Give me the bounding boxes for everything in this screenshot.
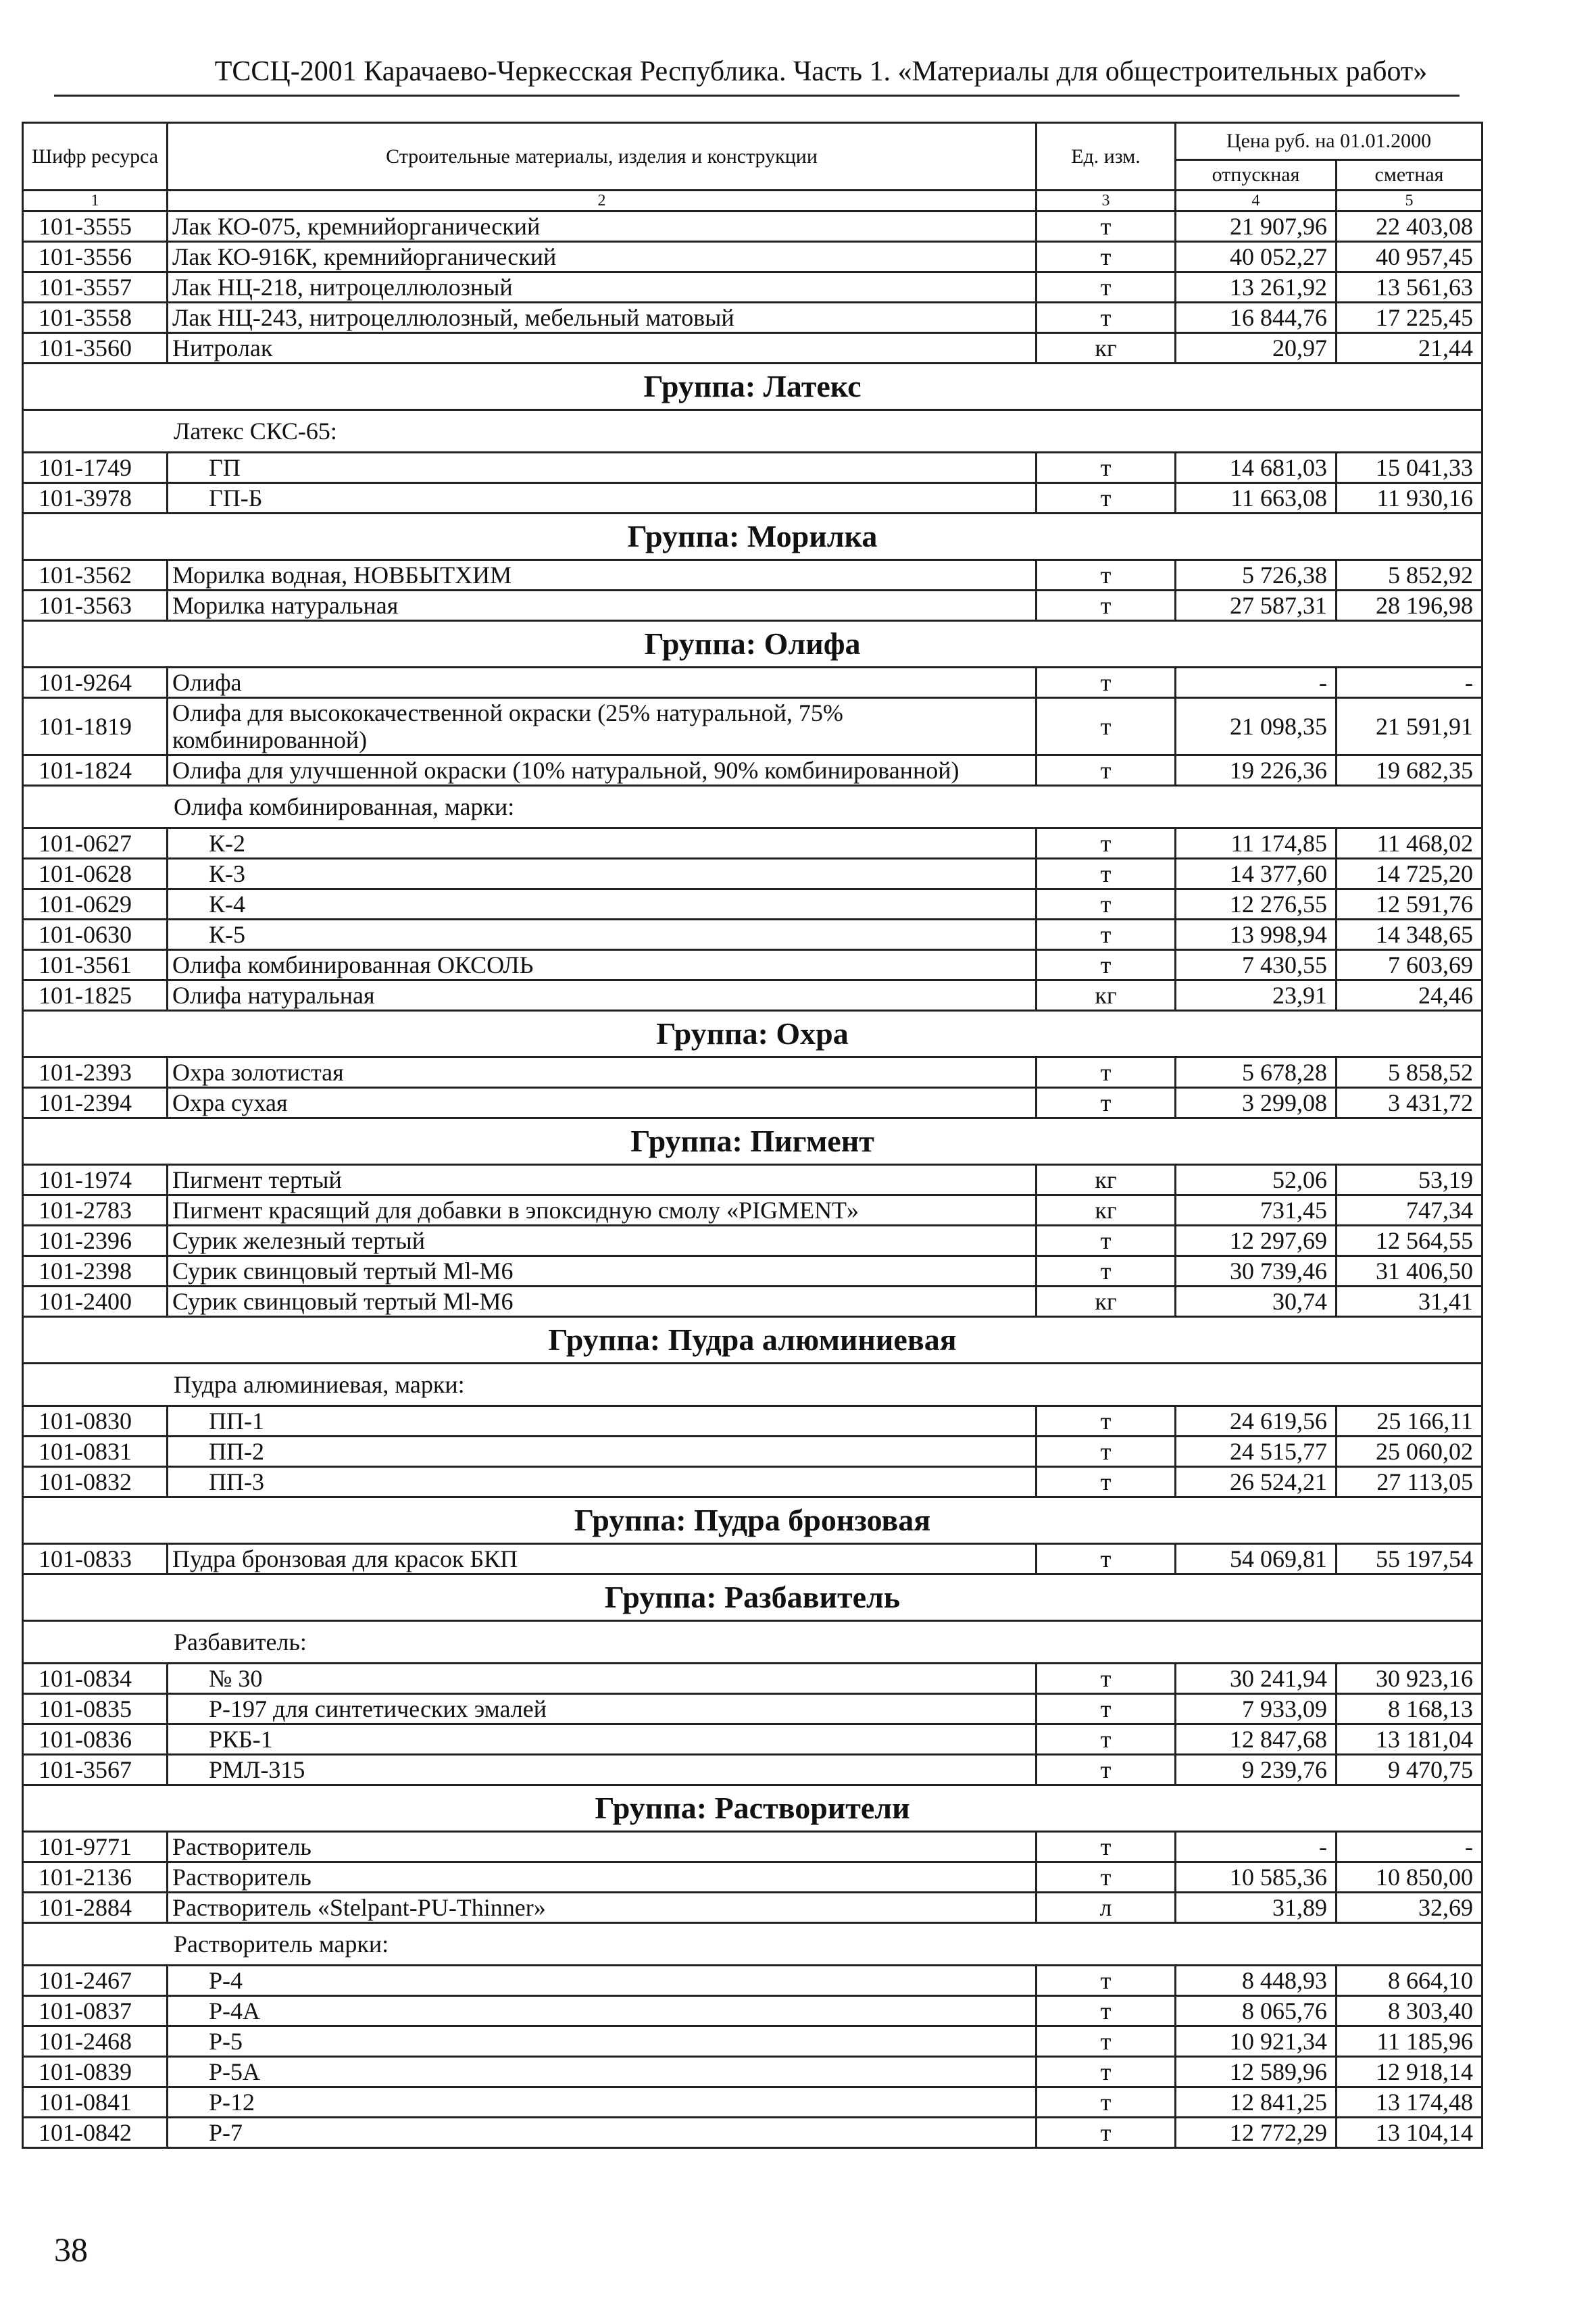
material-name: ПП-2 xyxy=(168,1437,1037,1467)
table-row xyxy=(23,211,1482,242)
table-row xyxy=(23,1057,1482,1088)
group-heading: Группа: Морилка xyxy=(23,514,1482,560)
unit-of-measure: т xyxy=(1037,1256,1176,1287)
material-name: Охра сухая xyxy=(168,1088,1037,1118)
estimate-price: 8 303,40 xyxy=(1337,1996,1482,2026)
resource-code: 101-2467 xyxy=(23,1966,168,1996)
unit-of-measure: т xyxy=(1037,2026,1176,2057)
estimate-price: 30 923,16 xyxy=(1337,1664,1482,1694)
subgroup-heading-row xyxy=(23,1621,1482,1664)
release-price: 3 299,08 xyxy=(1176,1088,1337,1118)
estimate-price: - xyxy=(1337,1832,1482,1862)
material-name: Морилка водная, НОВБЫТХИМ xyxy=(168,560,1037,591)
material-name: Растворитель xyxy=(168,1862,1037,1893)
column-number: 3 xyxy=(1037,191,1176,211)
material-name: ГП-Б xyxy=(168,483,1037,514)
group-heading: Группа: Пудра алюминиевая xyxy=(23,1317,1482,1364)
column-number: 4 xyxy=(1176,191,1337,211)
release-price: 8 448,93 xyxy=(1176,1966,1337,1996)
material-name: Р-12 xyxy=(168,2087,1037,2118)
table-row xyxy=(23,1165,1482,1195)
resource-code: 101-0629 xyxy=(23,889,168,920)
release-price: 14 377,60 xyxy=(1176,859,1337,889)
resource-code: 101-3555 xyxy=(23,211,168,242)
estimate-price: 13 104,14 xyxy=(1337,2118,1482,2148)
release-price: 40 052,27 xyxy=(1176,242,1337,272)
resource-code: 101-0835 xyxy=(23,1694,168,1724)
estimate-price: 32,69 xyxy=(1337,1893,1482,1923)
group-heading: Группа: Пигмент xyxy=(23,1118,1482,1165)
estimate-price: 31,41 xyxy=(1337,1287,1482,1317)
unit-of-measure: т xyxy=(1037,1406,1176,1437)
price-table-body xyxy=(23,123,1482,2148)
material-name: Растворитель «Stelpant-PU-Thinner» xyxy=(168,1893,1037,1923)
estimate-price: 14 725,20 xyxy=(1337,859,1482,889)
group-heading-row xyxy=(23,1317,1482,1364)
group-heading: Группа: Пудра бронзовая xyxy=(23,1497,1482,1544)
column-number: 2 xyxy=(168,191,1037,211)
resource-code: 101-0842 xyxy=(23,2118,168,2148)
material-name: Р-197 для синтетических эмалей xyxy=(168,1694,1037,1724)
table-row xyxy=(23,755,1482,786)
resource-code: 101-9264 xyxy=(23,668,168,698)
release-price: - xyxy=(1176,1832,1337,1862)
resource-code: 101-0628 xyxy=(23,859,168,889)
unit-of-measure: т xyxy=(1037,1755,1176,1785)
estimate-price: 12 564,55 xyxy=(1337,1226,1482,1256)
table-row xyxy=(23,1406,1482,1437)
estimate-price: 747,34 xyxy=(1337,1195,1482,1226)
release-price: 8 065,76 xyxy=(1176,1996,1337,2026)
resource-code: 101-0833 xyxy=(23,1544,168,1574)
table-row xyxy=(23,1195,1482,1226)
resource-code: 101-2400 xyxy=(23,1287,168,1317)
header-price: Цена руб. на 01.01.2000 xyxy=(1176,123,1482,160)
release-price: 20,97 xyxy=(1176,333,1337,364)
estimate-price: 8 168,13 xyxy=(1337,1694,1482,1724)
material-name: Сурик свинцовый тертый Ml-M6 xyxy=(168,1256,1037,1287)
unit-of-measure: т xyxy=(1037,889,1176,920)
estimate-price: 55 197,54 xyxy=(1337,1544,1482,1574)
column-number: 1 xyxy=(23,191,168,211)
material-name: Олифа комбинированная ОКСОЛЬ xyxy=(168,950,1037,980)
estimate-price: 8 664,10 xyxy=(1337,1966,1482,1996)
unit-of-measure: т xyxy=(1037,1437,1176,1467)
resource-code: 101-1824 xyxy=(23,755,168,786)
unit-of-measure: т xyxy=(1037,1966,1176,1996)
estimate-price: 40 957,45 xyxy=(1337,242,1482,272)
unit-of-measure: т xyxy=(1037,2118,1176,2148)
table-row xyxy=(23,889,1482,920)
table-row xyxy=(23,920,1482,950)
resource-code: 101-3556 xyxy=(23,242,168,272)
unit-of-measure: т xyxy=(1037,1996,1176,2026)
unit-of-measure: т xyxy=(1037,859,1176,889)
table-row xyxy=(23,242,1482,272)
estimate-price: 17 225,45 xyxy=(1337,303,1482,333)
unit-of-measure: т xyxy=(1037,1544,1176,1574)
subgroup-heading-row xyxy=(23,1923,1482,1966)
release-price: 16 844,76 xyxy=(1176,303,1337,333)
unit-of-measure: л xyxy=(1037,1893,1176,1923)
estimate-price: 3 431,72 xyxy=(1337,1088,1482,1118)
unit-of-measure: т xyxy=(1037,1467,1176,1497)
material-name: Лак КО-075, кремнийорганический xyxy=(168,211,1037,242)
resource-code: 101-0834 xyxy=(23,1664,168,1694)
estimate-price: 19 682,35 xyxy=(1337,755,1482,786)
resource-code: 101-0627 xyxy=(23,828,168,859)
material-name: Сурик свинцовый тертый Ml-M6 xyxy=(168,1287,1037,1317)
group-heading-row xyxy=(23,621,1482,668)
release-price: 7 933,09 xyxy=(1176,1694,1337,1724)
estimate-price: 24,46 xyxy=(1337,980,1482,1011)
resource-code: 101-2398 xyxy=(23,1256,168,1287)
material-name: Р-5А xyxy=(168,2057,1037,2087)
material-name: ПП-3 xyxy=(168,1467,1037,1497)
material-name: Лак НЦ-218, нитроцеллюлозный xyxy=(168,272,1037,303)
unit-of-measure: т xyxy=(1037,950,1176,980)
release-price: 24 515,77 xyxy=(1176,1437,1337,1467)
release-price: 26 524,21 xyxy=(1176,1467,1337,1497)
resource-code: 101-2393 xyxy=(23,1057,168,1088)
release-price: 19 226,36 xyxy=(1176,755,1337,786)
unit-of-measure: кг xyxy=(1037,1287,1176,1317)
unit-of-measure: т xyxy=(1037,698,1176,755)
table-row xyxy=(23,333,1482,364)
price-table xyxy=(22,122,1483,2149)
header-estimate-price: сметная xyxy=(1337,160,1482,191)
estimate-price: 11 185,96 xyxy=(1337,2026,1482,2057)
table-row xyxy=(23,1226,1482,1256)
unit-of-measure: т xyxy=(1037,1832,1176,1862)
estimate-price: 5 852,92 xyxy=(1337,560,1482,591)
release-price: 21 098,35 xyxy=(1176,698,1337,755)
table-row xyxy=(23,1467,1482,1497)
resource-code: 101-2396 xyxy=(23,1226,168,1256)
material-name: К-3 xyxy=(168,859,1037,889)
table-row xyxy=(23,1724,1482,1755)
unit-of-measure: т xyxy=(1037,668,1176,698)
estimate-price: 9 470,75 xyxy=(1337,1755,1482,1785)
material-name: № 30 xyxy=(168,1664,1037,1694)
release-price: 27 587,31 xyxy=(1176,591,1337,621)
resource-code: 101-0836 xyxy=(23,1724,168,1755)
release-price: 52,06 xyxy=(1176,1165,1337,1195)
header-unit: Ед. изм. xyxy=(1037,123,1176,191)
release-price: 731,45 xyxy=(1176,1195,1337,1226)
release-price: 5 678,28 xyxy=(1176,1057,1337,1088)
material-name: Олифа xyxy=(168,668,1037,698)
unit-of-measure: т xyxy=(1037,1862,1176,1893)
group-heading: Группа: Охра xyxy=(23,1011,1482,1057)
estimate-price: 5 858,52 xyxy=(1337,1057,1482,1088)
release-price: 12 772,29 xyxy=(1176,2118,1337,2148)
estimate-price: 13 174,48 xyxy=(1337,2087,1482,2118)
release-price: 5 726,38 xyxy=(1176,560,1337,591)
subgroup-heading-row xyxy=(23,410,1482,453)
resource-code: 101-3563 xyxy=(23,591,168,621)
group-heading: Группа: Олифа xyxy=(23,621,1482,668)
release-price: 12 589,96 xyxy=(1176,2057,1337,2087)
resource-code: 101-2394 xyxy=(23,1088,168,1118)
table-row xyxy=(23,591,1482,621)
table-row xyxy=(23,1832,1482,1862)
release-price: 24 619,56 xyxy=(1176,1406,1337,1437)
release-price: 12 847,68 xyxy=(1176,1724,1337,1755)
unit-of-measure: т xyxy=(1037,920,1176,950)
subgroup-heading-row xyxy=(23,786,1482,828)
estimate-price: 11 930,16 xyxy=(1337,483,1482,514)
resource-code: 101-2468 xyxy=(23,2026,168,2057)
table-row xyxy=(23,950,1482,980)
release-price: 9 239,76 xyxy=(1176,1755,1337,1785)
estimate-price: 21 591,91 xyxy=(1337,698,1482,755)
table-row xyxy=(23,980,1482,1011)
estimate-price: 11 468,02 xyxy=(1337,828,1482,859)
resource-code: 101-0832 xyxy=(23,1467,168,1497)
header-release-price: отпускная xyxy=(1176,160,1337,191)
subgroup-heading: Олифа комбинированная, марки: xyxy=(23,786,1482,828)
material-name: Лак КО-916К, кремнийорганический xyxy=(168,242,1037,272)
resource-code: 101-0837 xyxy=(23,1996,168,2026)
estimate-price: 21,44 xyxy=(1337,333,1482,364)
estimate-price: 22 403,08 xyxy=(1337,211,1482,242)
table-row xyxy=(23,828,1482,859)
table-header-row xyxy=(23,123,1482,160)
table-row xyxy=(23,1544,1482,1574)
subgroup-heading-row xyxy=(23,1364,1482,1406)
unit-of-measure: т xyxy=(1037,242,1176,272)
column-number: 5 xyxy=(1337,191,1482,211)
release-price: 23,91 xyxy=(1176,980,1337,1011)
group-heading: Группа: Разбавитель xyxy=(23,1574,1482,1621)
estimate-price: 27 113,05 xyxy=(1337,1467,1482,1497)
table-row xyxy=(23,2087,1482,2118)
table-row xyxy=(23,560,1482,591)
release-price: 12 841,25 xyxy=(1176,2087,1337,2118)
release-price: 12 297,69 xyxy=(1176,1226,1337,1256)
unit-of-measure: кг xyxy=(1037,333,1176,364)
unit-of-measure: т xyxy=(1037,1088,1176,1118)
table-row xyxy=(23,1437,1482,1467)
material-name: Р-5 xyxy=(168,2026,1037,2057)
resource-code: 101-3567 xyxy=(23,1755,168,1785)
resource-code: 101-1825 xyxy=(23,980,168,1011)
unit-of-measure: кг xyxy=(1037,1195,1176,1226)
release-price: 13 998,94 xyxy=(1176,920,1337,950)
subgroup-heading: Латекс СКС-65: xyxy=(23,410,1482,453)
material-name: ПП-1 xyxy=(168,1406,1037,1437)
table-row xyxy=(23,272,1482,303)
group-heading-row xyxy=(23,1497,1482,1544)
resource-code: 101-3561 xyxy=(23,950,168,980)
group-heading-row xyxy=(23,1011,1482,1057)
group-heading-row xyxy=(23,1785,1482,1832)
resource-code: 101-1974 xyxy=(23,1165,168,1195)
subgroup-heading: Растворитель марки: xyxy=(23,1923,1482,1966)
estimate-price: - xyxy=(1337,668,1482,698)
release-price: 10 585,36 xyxy=(1176,1862,1337,1893)
group-heading-row xyxy=(23,1574,1482,1621)
estimate-price: 13 181,04 xyxy=(1337,1724,1482,1755)
material-name: К-2 xyxy=(168,828,1037,859)
group-heading: Группа: Латекс xyxy=(23,364,1482,410)
unit-of-measure: т xyxy=(1037,560,1176,591)
resource-code: 101-3978 xyxy=(23,483,168,514)
resource-code: 101-3562 xyxy=(23,560,168,591)
material-name: Лак НЦ-243, нитроцеллюлозный, мебельный матовый xyxy=(168,303,1037,333)
material-name: Нитролак xyxy=(168,333,1037,364)
unit-of-measure: т xyxy=(1037,755,1176,786)
estimate-price: 10 850,00 xyxy=(1337,1862,1482,1893)
unit-of-measure: т xyxy=(1037,453,1176,483)
unit-of-measure: кг xyxy=(1037,1165,1176,1195)
release-price: 11 663,08 xyxy=(1176,483,1337,514)
table-row xyxy=(23,1862,1482,1893)
material-name: РМЛ-315 xyxy=(168,1755,1037,1785)
estimate-price: 28 196,98 xyxy=(1337,591,1482,621)
release-price: 31,89 xyxy=(1176,1893,1337,1923)
release-price: 11 174,85 xyxy=(1176,828,1337,859)
resource-code: 101-0841 xyxy=(23,2087,168,2118)
material-name: Олифа для высококачественной окраски (25% натуральной, 75% комбинированной) xyxy=(168,698,1037,755)
unit-of-measure: т xyxy=(1037,1057,1176,1088)
resource-code: 101-2136 xyxy=(23,1862,168,1893)
unit-of-measure: т xyxy=(1037,2057,1176,2087)
resource-code: 101-0630 xyxy=(23,920,168,950)
unit-of-measure: кг xyxy=(1037,980,1176,1011)
unit-of-measure: т xyxy=(1037,1226,1176,1256)
estimate-price: 14 348,65 xyxy=(1337,920,1482,950)
material-name: Пигмент красящий для добавки в эпоксидную смолу «PIGMENT» xyxy=(168,1195,1037,1226)
release-price: 30,74 xyxy=(1176,1287,1337,1317)
subgroup-heading: Пудра алюминиевая, марки: xyxy=(23,1364,1482,1406)
material-name: ГП xyxy=(168,453,1037,483)
material-name: Олифа для улучшенной окраски (10% натуральной, 90% комбинированной) xyxy=(168,755,1037,786)
estimate-price: 13 561,63 xyxy=(1337,272,1482,303)
unit-of-measure: т xyxy=(1037,591,1176,621)
release-price: 54 069,81 xyxy=(1176,1544,1337,1574)
estimate-price: 7 603,69 xyxy=(1337,950,1482,980)
release-price: 30 739,46 xyxy=(1176,1256,1337,1287)
estimate-price: 53,19 xyxy=(1337,1165,1482,1195)
table-row xyxy=(23,453,1482,483)
column-number-row xyxy=(23,191,1482,211)
table-row xyxy=(23,698,1482,755)
material-name: Пудра бронзовая для красок БКП xyxy=(168,1544,1037,1574)
header-code: Шифр ресурса xyxy=(23,123,168,191)
header-name: Строительные материалы, изделия и конструкции xyxy=(168,123,1037,191)
estimate-price: 25 060,02 xyxy=(1337,1437,1482,1467)
material-name: Олифа натуральная xyxy=(168,980,1037,1011)
table-row xyxy=(23,2057,1482,2087)
resource-code: 101-3560 xyxy=(23,333,168,364)
resource-code: 101-0830 xyxy=(23,1406,168,1437)
material-name: Р-4 xyxy=(168,1966,1037,1996)
resource-code: 101-0831 xyxy=(23,1437,168,1467)
unit-of-measure: т xyxy=(1037,483,1176,514)
estimate-price: 31 406,50 xyxy=(1337,1256,1482,1287)
page-number: 38 xyxy=(54,2231,88,2268)
material-name: Пигмент тертый xyxy=(168,1165,1037,1195)
resource-code: 101-3557 xyxy=(23,272,168,303)
material-name: РКБ-1 xyxy=(168,1724,1037,1755)
resource-code: 101-9771 xyxy=(23,1832,168,1862)
material-name: Р-7 xyxy=(168,2118,1037,2148)
unit-of-measure: т xyxy=(1037,1724,1176,1755)
header-rule xyxy=(54,95,1460,97)
group-heading-row xyxy=(23,514,1482,560)
release-price: - xyxy=(1176,668,1337,698)
table-row xyxy=(23,483,1482,514)
unit-of-measure: т xyxy=(1037,828,1176,859)
table-row xyxy=(23,1755,1482,1785)
table-row xyxy=(23,1694,1482,1724)
material-name: Охра золотистая xyxy=(168,1057,1037,1088)
unit-of-measure: т xyxy=(1037,1694,1176,1724)
release-price: 7 430,55 xyxy=(1176,950,1337,980)
table-row xyxy=(23,1893,1482,1923)
material-name: Морилка натуральная xyxy=(168,591,1037,621)
material-name: Растворитель xyxy=(168,1832,1037,1862)
table-row xyxy=(23,1996,1482,2026)
table-row xyxy=(23,1664,1482,1694)
table-row xyxy=(23,1088,1482,1118)
table-row xyxy=(23,1966,1482,1996)
table-row xyxy=(23,1287,1482,1317)
release-price: 21 907,96 xyxy=(1176,211,1337,242)
material-name: К-5 xyxy=(168,920,1037,950)
resource-code: 101-2783 xyxy=(23,1195,168,1226)
release-price: 10 921,34 xyxy=(1176,2026,1337,2057)
release-price: 14 681,03 xyxy=(1176,453,1337,483)
table-row xyxy=(23,1256,1482,1287)
estimate-price: 12 591,76 xyxy=(1337,889,1482,920)
release-price: 13 261,92 xyxy=(1176,272,1337,303)
material-name: Р-4А xyxy=(168,1996,1037,2026)
table-row xyxy=(23,2118,1482,2148)
group-heading-row xyxy=(23,364,1482,410)
release-price: 12 276,55 xyxy=(1176,889,1337,920)
unit-of-measure: т xyxy=(1037,2087,1176,2118)
table-row xyxy=(23,668,1482,698)
unit-of-measure: т xyxy=(1037,272,1176,303)
table-row xyxy=(23,2026,1482,2057)
table-row xyxy=(23,859,1482,889)
group-heading-row xyxy=(23,1118,1482,1165)
release-price: 30 241,94 xyxy=(1176,1664,1337,1694)
resource-code: 101-3558 xyxy=(23,303,168,333)
resource-code: 101-1749 xyxy=(23,453,168,483)
material-name: Сурик железный тертый xyxy=(168,1226,1037,1256)
material-name: К-4 xyxy=(168,889,1037,920)
unit-of-measure: т xyxy=(1037,1664,1176,1694)
resource-code: 101-1819 xyxy=(23,698,168,755)
subgroup-heading: Разбавитель: xyxy=(23,1621,1482,1664)
estimate-price: 15 041,33 xyxy=(1337,453,1482,483)
resource-code: 101-0839 xyxy=(23,2057,168,2087)
group-heading: Группа: Растворители xyxy=(23,1785,1482,1832)
table-row xyxy=(23,303,1482,333)
estimate-price: 12 918,14 xyxy=(1337,2057,1482,2087)
estimate-price: 25 166,11 xyxy=(1337,1406,1482,1437)
unit-of-measure: т xyxy=(1037,303,1176,333)
resource-code: 101-2884 xyxy=(23,1893,168,1923)
page-title: ТССЦ-2001 Карачаево-Черкесская Республика. Часть 1. «Материалы для общестроительных работ» xyxy=(214,56,1428,87)
unit-of-measure: т xyxy=(1037,211,1176,242)
